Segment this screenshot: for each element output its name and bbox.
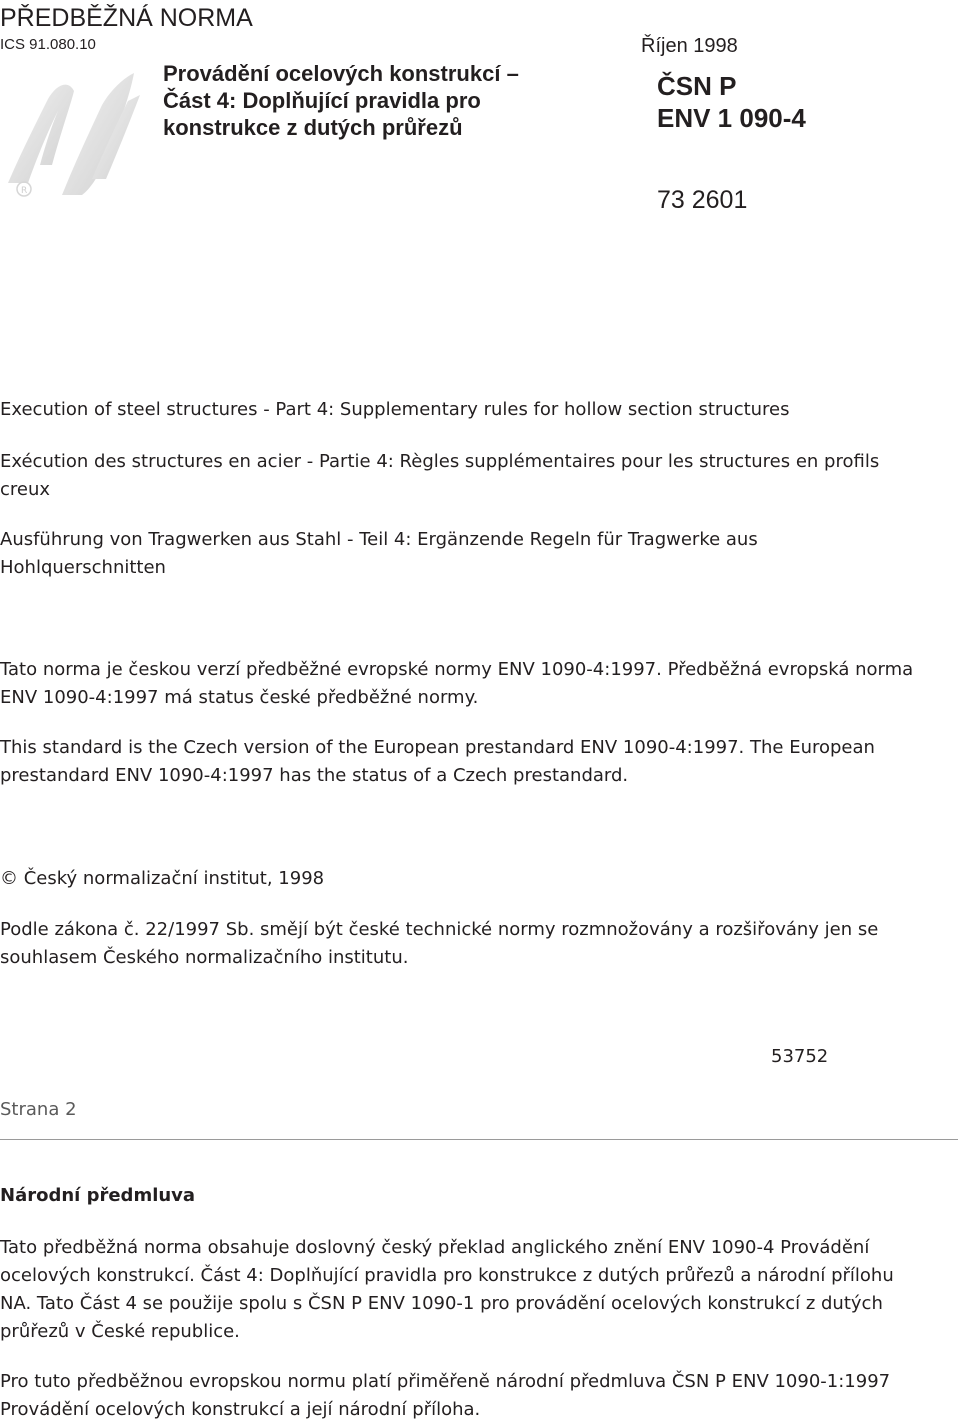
csn-designation-line2: ENV 1 090-4	[657, 103, 806, 133]
norm-type: PŘEDBĚŽNÁ NORMA	[0, 4, 253, 32]
ics-code: ICS 91.080.10	[0, 36, 96, 53]
status-english: This standard is the Czech version of the European prestandard ENV 1090-4:1997. The European prestandard ENV 1090-4:1997 has the status of a Czech prestandard.	[0, 737, 875, 786]
page-divider	[0, 1139, 958, 1140]
csn-designation-line1: ČSN P	[657, 71, 737, 101]
classification-number: 73 2601	[657, 186, 748, 214]
foreword-paragraph-2: Pro tuto předběžnou evropskou normu platí přiměřeně národní předmluva ČSN P ENV 1090-1:1997 Provádění ocelových konstrukcí a její národní příloha.	[0, 1371, 891, 1420]
issue-date: Říjen 1998	[641, 35, 738, 57]
cni-logo-icon	[0, 55, 150, 205]
page-label: Strana 2	[0, 1099, 77, 1120]
svg-text:R: R	[21, 186, 28, 196]
title-german: Ausführung von Tragwerken aus Stahl - Teil 4: Ergänzende Regeln für Tragwerke aus Hohlquerschnitten	[0, 529, 758, 578]
title-line-3: konstrukce z dutých průřezů	[163, 115, 463, 140]
status-czech: Tato norma je českou verzí předběžné evropské normy ENV 1090-4:1997. Předběžná evropská norma ENV 1090-4:1997 má status české předběžné normy.	[0, 659, 914, 708]
title-english: Execution of steel structures - Part 4: Supplementary rules for hollow section structures	[0, 399, 790, 420]
document-number: 53752	[771, 1046, 829, 1067]
foreword-heading: Národní předmluva	[0, 1185, 196, 1206]
document-title	[163, 60, 519, 141]
copyright-line: © Český normalizační institut, 1998	[0, 868, 325, 889]
copyright-law: Podle zákona č. 22/1997 Sb. smějí být české technické normy rozmnožovány a rozšiřovány jen se souhlasem Českého normalizačního institutu.	[0, 919, 879, 968]
title-line-2: Část 4: Doplňující pravidla pro	[163, 88, 481, 113]
foreword-paragraph-1: Tato předběžná norma obsahuje doslovný český překlad anglického znění ENV 1090-4 Provádění ocelových konstrukcí. Část 4: Doplňující pravidla pro konstrukce z dutých průřezů a národní přílohu NA. Tato Část 4 se použije spolu s ČSN P ENV 1090-1 pro provádění ocelových konstrukcí z dutých průřezů v České republice.	[0, 1237, 894, 1342]
title-line-1: Provádění ocelových konstrukcí –	[163, 61, 519, 86]
title-french: Exécution des structures en acier - Partie 4: Règles supplémentaires pour les structures en profils creux	[0, 451, 880, 500]
